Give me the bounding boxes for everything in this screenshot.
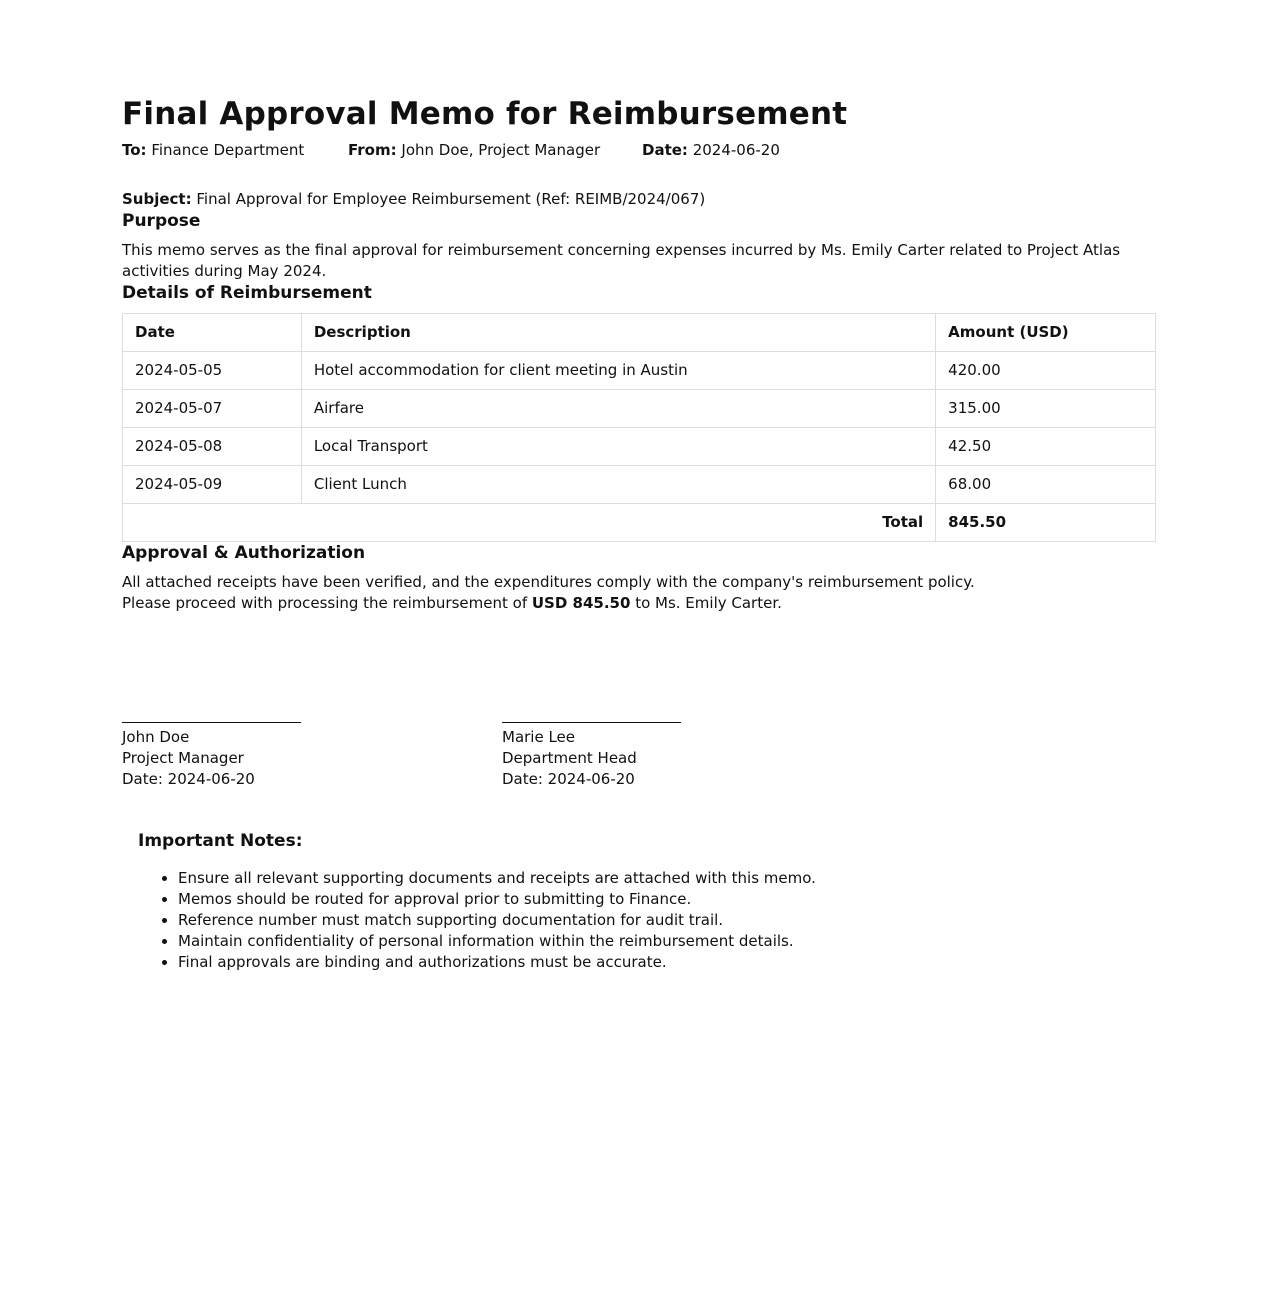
page-title: Final Approval Memo for Reimbursement (122, 96, 848, 132)
memo-from (348, 140, 642, 161)
signature-line (122, 710, 301, 723)
to-value: Finance Department (151, 141, 305, 159)
total-value: 845.50 (936, 504, 1156, 542)
list-item: • Ensure all relevant supporting documents and receipts are attached with this memo. (178, 868, 1156, 889)
signer-name: Marie Lee (502, 728, 576, 746)
cell-description: Client Lunch (301, 466, 935, 504)
column-header-amount: Amount (USD) (936, 314, 1156, 352)
from-label: From: (348, 141, 397, 159)
cell-amount: 315.00 (936, 390, 1156, 428)
memo-to (122, 140, 348, 161)
table-total-row (123, 504, 1156, 542)
list-item: • Memos should be routed for approval prior to submitting to Finance. (178, 889, 1156, 910)
reimbursement-table (122, 313, 1156, 542)
approval-line-2-prefix: Please proceed with processing the reimbursement of (122, 594, 532, 612)
table-header-row (123, 314, 1156, 352)
date-value: 2024-06-20 (692, 141, 780, 159)
signer-name: John Doe (122, 728, 190, 746)
cell-date: 2024-05-07 (123, 390, 302, 428)
signature-block (122, 710, 502, 790)
cell-description: Airfare (301, 390, 935, 428)
memo-header-meta (122, 140, 1156, 161)
list-item: • Reference number must match supporting documentation for audit trail. (178, 910, 1156, 931)
memo-subject (122, 189, 1156, 210)
notes-heading: Important Notes: (138, 831, 303, 851)
list-item: • Final approvals are binding and authorizations must be accurate. (178, 952, 1156, 973)
cell-description: Local Transport (301, 428, 935, 466)
table-row (123, 428, 1156, 466)
subject-value: Final Approval for Employee Reimbursement (Ref: REIMB/2024/067) (196, 190, 706, 208)
signer-role: Department Head (502, 749, 637, 767)
cell-amount: 68.00 (936, 466, 1156, 504)
memo-date (642, 140, 780, 161)
purpose-text: This memo serves as the final approval for reimbursement concerning expenses incurred by Ms. Emily Carter related to Project Atlas activities during May 2024. (122, 241, 1121, 280)
approval-line-1: All attached receipts have been verified, and the expenditures comply with the company's reimbursement policy. (122, 573, 975, 591)
to-label: To: (122, 141, 147, 159)
signer-date: Date: 2024-06-20 (502, 770, 635, 788)
approval-text (122, 572, 1156, 614)
approval-line-2-suffix: to Ms. Emily Carter. (630, 594, 782, 612)
cell-amount: 42.50 (936, 428, 1156, 466)
approval-heading: Approval & Authorization (122, 543, 366, 563)
cell-date: 2024-05-09 (123, 466, 302, 504)
column-header-date: Date (123, 314, 302, 352)
list-item: • Maintain confidentiality of personal information within the reimbursement details. (178, 931, 1156, 952)
table-row (123, 390, 1156, 428)
signature-line (502, 710, 681, 723)
table-row (123, 352, 1156, 390)
signer-role: Project Manager (122, 749, 244, 767)
date-label: Date: (642, 141, 688, 159)
from-value: John Doe, Project Manager (401, 141, 601, 159)
subject-label: Subject: (122, 190, 192, 208)
signature-section (122, 710, 1156, 790)
column-header-description: Description (301, 314, 935, 352)
memo-page (122, 0, 1156, 973)
signer-date: Date: 2024-06-20 (122, 770, 255, 788)
approval-amount: USD 845.50 (531, 594, 631, 612)
details-heading: Details of Reimbursement (122, 283, 372, 303)
table-row (123, 466, 1156, 504)
cell-date: 2024-05-05 (123, 352, 302, 390)
total-label: Total (123, 504, 936, 542)
cell-date: 2024-05-08 (123, 428, 302, 466)
cell-amount: 420.00 (936, 352, 1156, 390)
purpose-heading: Purpose (122, 211, 201, 231)
important-notes (138, 830, 1156, 973)
notes-list (138, 868, 1156, 973)
cell-description: Hotel accommodation for client meeting in Austin (301, 352, 935, 390)
signature-block (502, 710, 882, 790)
approval-line-2 (122, 593, 1156, 614)
